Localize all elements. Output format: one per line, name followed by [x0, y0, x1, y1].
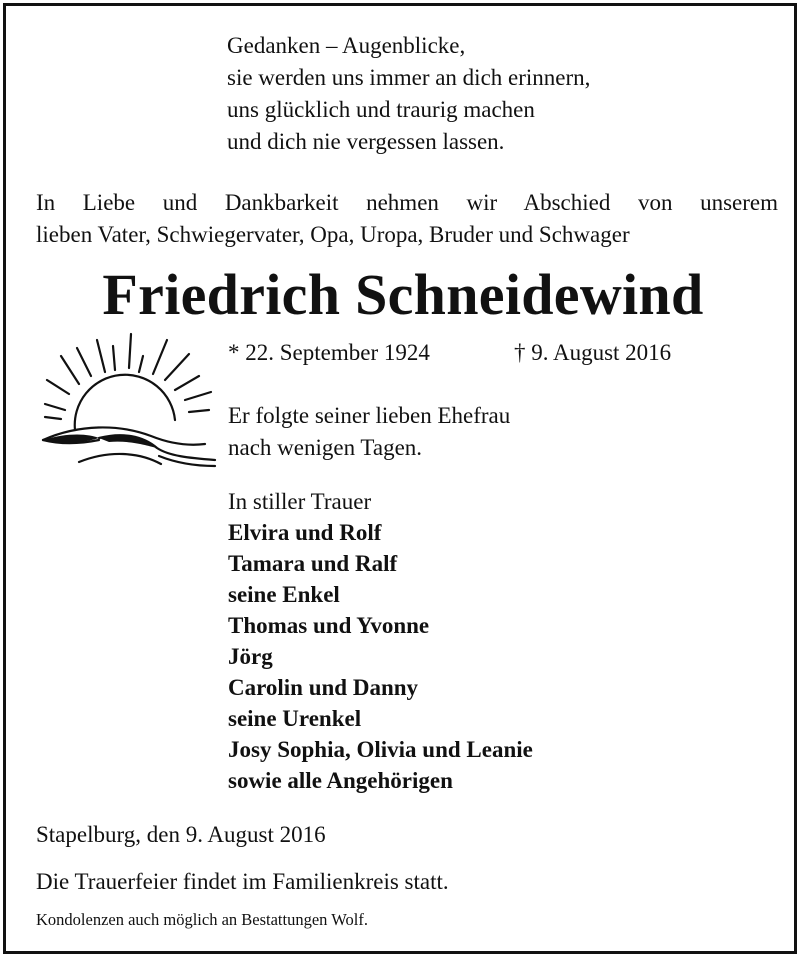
followed-line: nach wenigen Tagen.	[228, 435, 423, 460]
deceased-name: Friedrich Schneidewind	[102, 262, 704, 327]
mourner-entry: Carolin und Danny	[228, 675, 419, 700]
mourner-entry: seine Urenkel	[228, 706, 362, 731]
intro-line: In Liebe und Dankbarkeit nehmen wir Abschied von unserem	[36, 190, 778, 215]
mourner-entry: seine Enkel	[228, 582, 340, 607]
sunset-over-hills-icon	[39, 332, 219, 472]
poem	[227, 30, 590, 158]
condolence-note: Kondolenzen auch möglich an Bestattungen Wolf.	[36, 910, 368, 929]
mourner-entry: Thomas und Yvonne	[228, 613, 430, 638]
mourner-entry: Elvira und Rolf	[228, 520, 382, 545]
death-date: † 9. August 2016	[514, 340, 672, 365]
mourner-entry: Jörg	[228, 644, 273, 669]
obituary-frame	[3, 3, 797, 954]
poem-line: und dich nie vergessen lassen.	[227, 129, 505, 154]
poem-line: Gedanken – Augenblicke,	[227, 33, 466, 58]
followed-note	[228, 400, 510, 464]
birth-date: * 22. September 1924	[228, 340, 430, 365]
mourner-entry: Josy Sophia, Olivia und Leanie	[228, 737, 533, 762]
intro-line: lieben Vater, Schwiegervater, Opa, Uropa, Bruder und Schwager	[36, 222, 630, 247]
life-dates	[228, 337, 672, 369]
intro-text	[36, 187, 778, 251]
service-note: Die Trauerfeier findet im Familienkreis statt.	[36, 869, 449, 894]
mourners-block	[228, 486, 533, 796]
poem-line: sie werden uns immer an dich erinnern,	[227, 65, 591, 90]
followed-line: Er folgte seiner lieben Ehefrau	[228, 403, 511, 428]
mourner-entry: sowie alle Angehörigen	[228, 768, 453, 793]
mourning-heading: In stiller Trauer	[228, 489, 372, 514]
mourner-entry: Tamara und Ralf	[228, 551, 398, 576]
place-and-date: Stapelburg, den 9. August 2016	[36, 822, 326, 847]
poem-line: uns glücklich und traurig machen	[227, 97, 535, 122]
